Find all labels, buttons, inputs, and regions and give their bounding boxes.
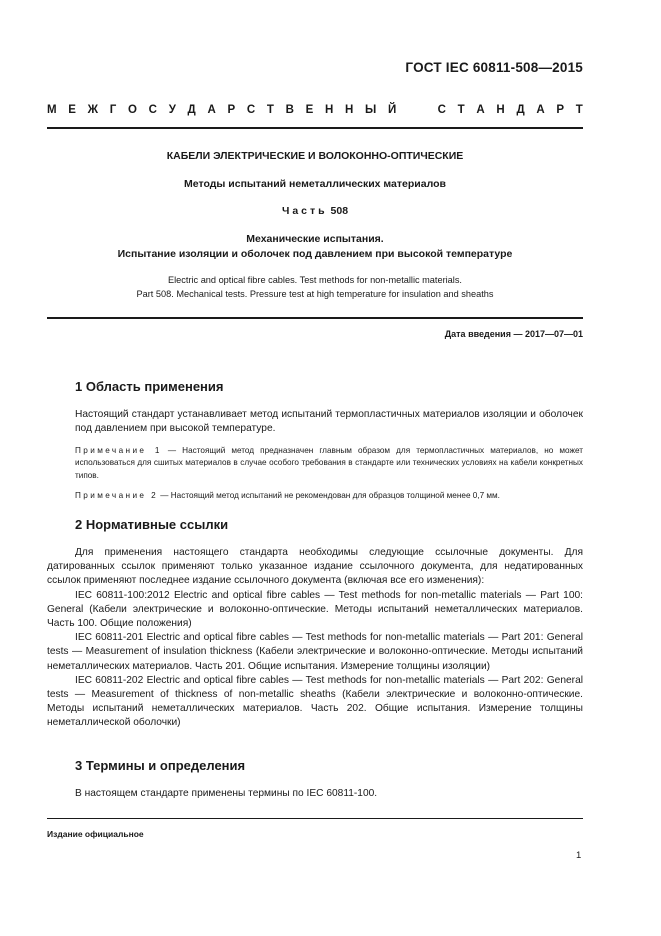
- reference-item: IEC 60811-100:2012 Electric and optical fibre cables — Test methods for non-metallic materials — Part 100: General (Кабели электрические и волоконно-оптические. Методы испытаний неметаллических материалов. Часть 100. Общие положения): [47, 589, 583, 630]
- banner-letter: Д: [187, 104, 196, 116]
- banner-letter: В: [285, 104, 294, 116]
- banner-letter: Е: [68, 104, 76, 116]
- part-label: [47, 205, 583, 217]
- banner-letter: Н: [345, 104, 354, 116]
- terms-paragraph: В настоящем стандарте применены термины по IEC 60811-100.: [75, 788, 378, 799]
- banner-letter: С: [437, 104, 446, 116]
- note-2-text: — Настоящий метод испытаний не рекомендован для образцов толщиной менее 0,7 мм.: [158, 491, 500, 500]
- banner-letter: Р: [556, 104, 565, 116]
- english-title-line-2: Part 508. Mechanical tests. Pressure test at high temperature for insulation and sheaths: [136, 288, 494, 299]
- banner-letter: У: [168, 104, 176, 116]
- banner-letter: Н: [324, 104, 334, 116]
- introduction-date: Дата введения — 2017—07—01: [444, 329, 583, 339]
- part-title-line-2: Испытание изоляции и оболочек под давлением при высокой температуре: [117, 248, 513, 260]
- banner-letter: С: [246, 104, 256, 116]
- section-2-heading: 2 Нормативные ссылки: [75, 517, 229, 532]
- reference-item: IEC 60811-202 Electric and optical fibre cables — Test methods for non-metallic materials — Part 202: General tests — Measurement of thickness of non-metallic sheaths (Кабели электрические и волоконно-оптические. Методы испытаний неметаллических материалов. Часть 202. Общие испытания. Измерение толщины неметаллической оболочки): [47, 674, 583, 729]
- page-number: 1: [576, 850, 582, 861]
- edition-label: Издание официальное: [47, 829, 144, 839]
- scope-paragraph: Настоящий стандарт устанавливает метод испытаний термопластичных материалов изоляции и оболочек под давлением при высокой температуре.: [75, 409, 583, 434]
- english-title: [47, 274, 583, 301]
- banner-letter: Р: [227, 104, 236, 116]
- note-1-text: — Настоящий метод предназначен главным образом для термопластичных материалов, но может использоваться для сшитых материалов в случае особого требования в стандарте или технических условиях на кабели конкретных типов.: [75, 446, 583, 480]
- footer-divider: [47, 818, 583, 819]
- banner-letter: Ж: [87, 104, 99, 116]
- banner-letter: Н: [496, 104, 505, 116]
- banner-letter: А: [476, 104, 485, 116]
- part-title-line-1: Механические испытания.: [246, 233, 384, 245]
- references-intro: Для применения настоящего стандарта необходимы следующие ссылочные документы. Для датированных ссылок применяют только указанное издание ссылочного документа, для недатированных ссылок применяют последнее издание ссылочного документа (включая все его изменения):: [47, 547, 583, 587]
- english-title-line-1: Electric and optical fibre cables. Test methods for non-metallic materials.: [168, 275, 462, 285]
- standard-type-banner: [47, 104, 583, 116]
- banner-letter: Т: [266, 104, 274, 116]
- banner-gap: [408, 104, 426, 116]
- reference-item: IEC 60811-201 Electric and optical fibre cables — Test methods for non-metallic materials — Part 201: General tests — Measurement of insulation thickness (Кабели электрические и волоконно-оптические. Методы испытаний неметаллических материалов. Часть 201. Общие испытания. Измерение толщины изоляции): [47, 632, 583, 672]
- note-1-label: Примечание 1: [75, 446, 162, 455]
- banner-letter: Й: [387, 104, 397, 116]
- banner-letter: Ы: [365, 104, 377, 116]
- banner-letter: Д: [516, 104, 525, 116]
- part-title: [47, 232, 583, 262]
- banner-letter: Е: [305, 104, 314, 116]
- note-2-label: Примечание 2: [75, 491, 159, 500]
- banner-letter: А: [207, 104, 216, 116]
- section-2-text: [47, 546, 583, 731]
- doc-subtitle: Методы испытаний неметаллических материалов: [184, 178, 446, 190]
- part-word: Часть: [281, 205, 328, 217]
- section-1-heading: 1 Область применения: [75, 379, 224, 394]
- title-divider: [47, 317, 583, 319]
- banner-letter: Т: [457, 104, 465, 116]
- doc-title: КАБЕЛИ ЭЛЕКТРИЧЕСКИЕ И ВОЛОКОННО-ОПТИЧЕСКИЕ: [166, 150, 464, 162]
- note-2: [75, 490, 583, 502]
- banner-letter: С: [148, 104, 157, 116]
- banner-letter: Т: [575, 104, 583, 116]
- banner-letter: Г: [109, 104, 117, 116]
- section-1-text: [75, 408, 583, 436]
- section-3-heading: 3 Термины и определения: [75, 758, 246, 773]
- banner-letter: М: [47, 104, 57, 116]
- section-3-text: [75, 787, 583, 801]
- banner-letter: О: [128, 104, 137, 116]
- top-divider: [47, 127, 583, 129]
- banner-letter: А: [536, 104, 545, 116]
- part-number: 508: [330, 205, 349, 217]
- note-1: [75, 445, 583, 482]
- document-code: ГОСТ IEC 60811-508—2015: [405, 60, 583, 75]
